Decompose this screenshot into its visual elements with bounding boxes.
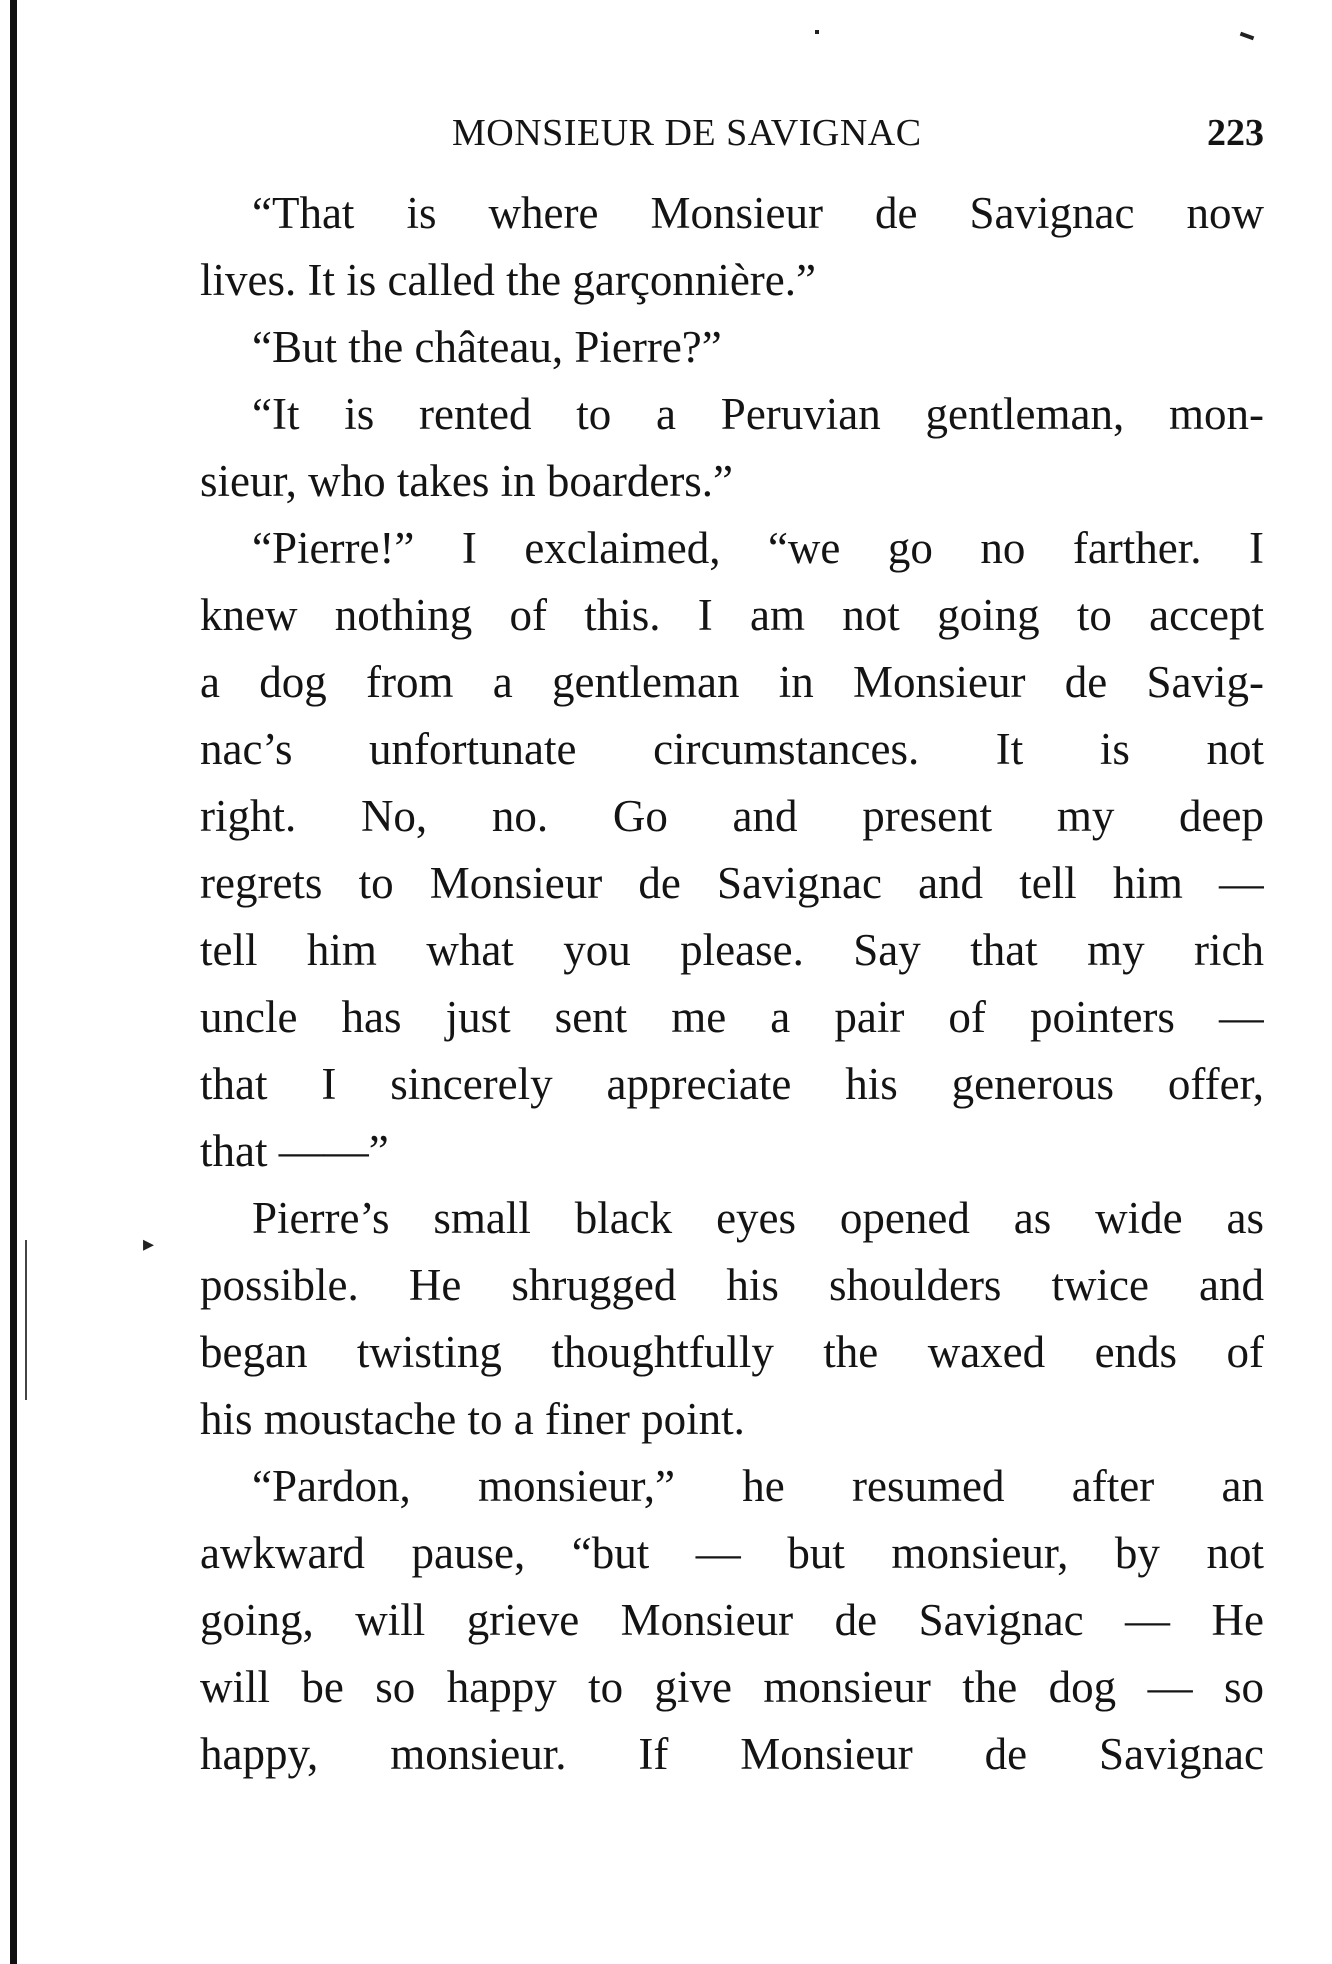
text-line: nac’s unfortunate circumstances. It is not: [200, 724, 1264, 774]
text-line: knew nothing of this. I am not going to accept: [200, 590, 1264, 640]
body-text: [200, 180, 1264, 1788]
running-title: MONSIEUR DE SAVIGNAC: [452, 112, 922, 154]
text-line: right. No, no. Go and present my deep: [200, 791, 1264, 841]
page-gutter-rule: [10, 0, 17, 1964]
text-line: “Pierre!” I exclaimed, “we go no farther. I: [252, 523, 1264, 573]
text-line: happy, monsieur. If Monsieur de Savignac: [200, 1729, 1264, 1779]
text-line: began twisting thoughtfully the waxed ends of: [200, 1327, 1264, 1377]
text-line: possible. He shrugged his shoulders twice and: [200, 1260, 1264, 1310]
text-line: “It is rented to a Peruvian gentleman, mon-: [252, 389, 1264, 439]
text-line: regrets to Monsieur de Savignac and tell him —: [200, 858, 1264, 908]
text-line: that I sincerely appreciate his generous offer,: [200, 1059, 1264, 1109]
text-line: his moustache to a finer point.: [200, 1394, 745, 1444]
text-line: awkward pause, “but — but monsieur, by not: [200, 1528, 1264, 1578]
text-line: “That is where Monsieur de Savignac now: [252, 188, 1264, 238]
text-line: that ——”: [200, 1126, 389, 1176]
text-line: uncle has just sent me a pair of pointers —: [200, 992, 1264, 1042]
page-number: 223: [1207, 112, 1264, 154]
text-line: “Pardon, monsieur,” he resumed after an: [252, 1461, 1264, 1511]
margin-mark-icon: ▸: [143, 1231, 155, 1256]
text-line: going, will grieve Monsieur de Savignac — He: [200, 1595, 1264, 1645]
scan-speck: [1240, 32, 1255, 41]
text-line: lives. It is called the garçonnière.”: [200, 255, 816, 305]
text-line: will be so happy to give monsieur the dog — so: [200, 1662, 1264, 1712]
text-line: sieur, who takes in boarders.”: [200, 456, 734, 506]
text-line: “But the château, Pierre?”: [252, 322, 722, 372]
running-head: [200, 108, 1264, 158]
scan-speck: [815, 30, 819, 34]
text-line: Pierre’s small black eyes opened as wide as: [252, 1193, 1264, 1243]
text-line: a dog from a gentleman in Monsieur de Savig-: [200, 657, 1264, 707]
text-line: tell him what you please. Say that my rich: [200, 925, 1264, 975]
page-gutter-rule-secondary: [25, 1240, 27, 1400]
